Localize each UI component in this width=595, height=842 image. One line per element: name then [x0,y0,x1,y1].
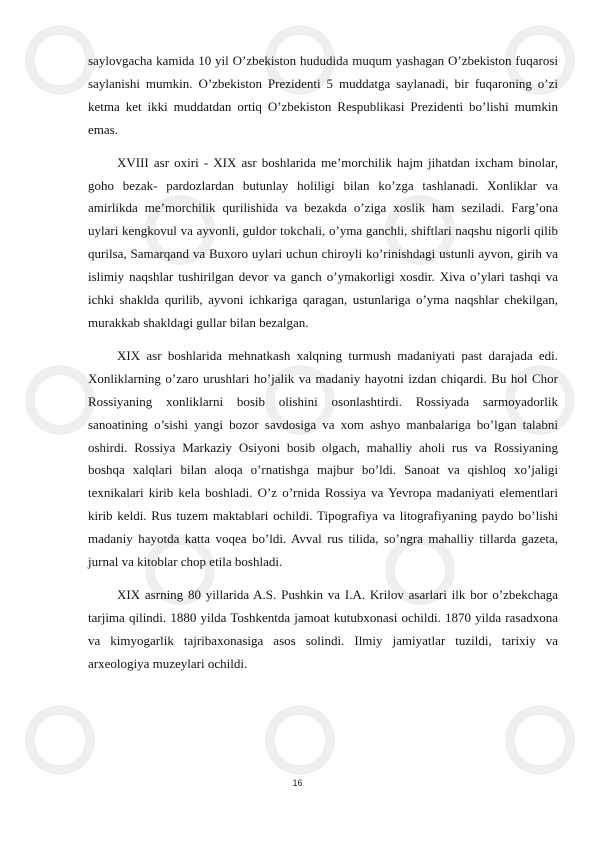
paragraph-4: XIX asrning 80 yillarida A.S. Pushkin va I.A. Krilov asarlari ilk bor o’zbekchaga tarjima qilindi. 1880 yilda Toshkentda jamoat kutubxonasi ochildi. 1870 yilda rasadxona va kimyogarlik tajribaxonasiga asos solindi. Ilmiy jamiyatlar tuzildi, tarixiy va arxeologiya muzeylari ochildi. [88,586,558,671]
paragraph-2: XVIII asr oxiri - XIX asr boshlarida me’morchilik hajm jihatdan ixcham binolar, goho bezak- pardozlardan butunlay holiligi bilan ko’zga tashlanadi. Xonliklar va amirlikda me’morchilik qurilishida va bezakda o’ziga xoslik ham seziladi. Farg’ona uylari kengkovul va ayvonli, guldor tokchali, o’yma ganchli, shiftlari naqshu nigorli qilib qurilsa, Samarqand va Buxoro uylari uchun chiroyli ko’rinishdagi ustunli ayvon, girih va islimiy naqshlar tushirilgan devor va ganch o’ymakorligi xosdir. Xiva o’ylari tashqi va ichki shaklda qurilib, ayvoni ichkariga qaragan, ustunlariga o’yma naqshlar chekilgan, murakkab shakldagi gullar bilan bezalgan. [88,154,558,330]
body-text [88,50,558,686]
paragraph-3: XIX asr boshlarida mehnatkash xalqning turmush madaniyati past darajada edi. Xonliklarning o’zaro urushlari ho’jalik va madaniy hayotni izdan chiqardi. Bu hol Chor Rossiyaning xonliklarni bosib olishini osonlashtirdi. Rossiyada sarmoyadorlik sanoatining o’sishi yangi bozor savdosiga va xom ashyo manbalariga bo’lgan talabni oshirdi. Rossiya Markaziy Osiyoni bosib olgach, mahalliy aholi rus va Rossiyaning boshqa xalqlari bilan aloqa o’rnatishga majbur bo’ldi. Sanoat va qishloq xo’jaligi texnikalari kirib kela boshladi. O’z o’rnida Rossiya va Yevropa madaniyati elementlari kirib keldi. Rus tuzem maktablari ochildi. Tipografiya va litografiyaning paydo bo’lishi madaniy hayotda katta voqea bo’ldi. Avval rus tilida, so’ngra mahalliy tillarda gazeta, jurnal va kitoblar chop etila boshladi. [88,347,558,570]
paragraph-1: saylovgacha kamida 10 yil O’zbekiston hududida muqum yashagan O’zbekiston fuqarosi saylanishi mumkin. O’zbekiston Prezidenti 5 muddatga saylanadi, bir fuqaroning o’zi ketma ket ikki muddatdan ortiq O’zbekiston Respublikasi Prezidenti bo’lishi mumkin emas. [88,53,558,137]
page-number: 16 [292,778,303,788]
